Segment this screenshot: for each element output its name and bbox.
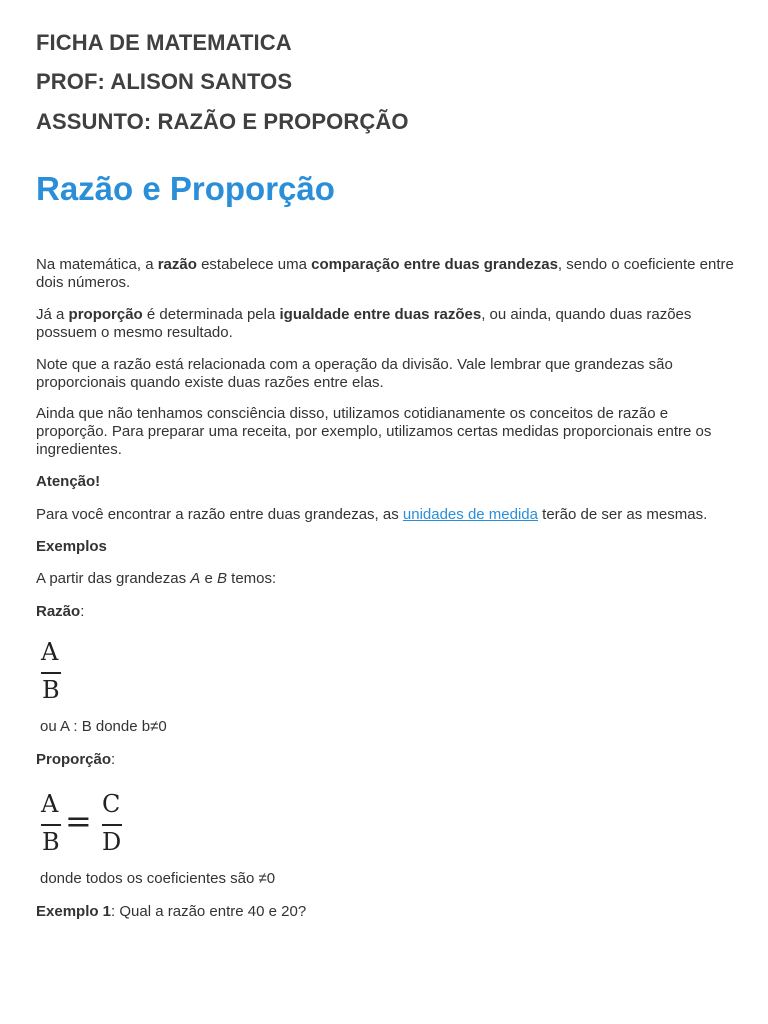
paragraph-razao: Na matemática, a razão estabelece uma comparação entre duas grandezas, sendo o coeficiente entre dois números. bbox=[36, 256, 734, 291]
fraction-bar bbox=[41, 672, 61, 674]
paragraph-grandezas: A partir das grandezas A e B temos: bbox=[36, 570, 277, 587]
proportion-n2: C bbox=[102, 790, 121, 818]
ratio-formula bbox=[39, 638, 69, 704]
proportion-d1: B bbox=[42, 828, 60, 856]
proportion-d2: D bbox=[102, 828, 122, 856]
equals-sign: = bbox=[65, 802, 92, 840]
paragraph-units: Para você encontrar a razão entre duas grandezas, as unidades de medida terão de ser as mesmas. bbox=[36, 506, 708, 523]
units-link[interactable]: unidades de medida bbox=[402, 506, 538, 523]
paragraph-proporcao: Já a proporção é determinada pela igualdade entre duas razões, ou ainda, quando duas razões possuem o mesmo resultado. bbox=[36, 306, 692, 341]
proportion-right-fraction bbox=[100, 790, 130, 856]
fraction-bar bbox=[41, 824, 61, 826]
proporcao-label: Proporção: bbox=[36, 751, 116, 768]
paragraph-division: Note que a razão está relacionada com a operação da divisão. Vale lembrar que grandezas são proporcionais quando existe duas razões entre elas. bbox=[36, 356, 673, 391]
paragraph-everyday: Ainda que não tenhamos consciência disso, utilizamos cotidianamente os conceitos de razão e proporção. Para preparar uma receita, por exemplo, utilizamos certas medidas proporcionais entre os ingredientes. bbox=[36, 405, 712, 458]
worksheet-title: FICHA DE MATEMATICA bbox=[36, 30, 292, 55]
ratio-note: ou A : B donde b≠0 bbox=[40, 718, 167, 735]
examples-heading: Exemplos bbox=[36, 538, 107, 555]
page-title: Razão e Proporção bbox=[36, 170, 335, 207]
ratio-denominator: B bbox=[42, 676, 60, 704]
ratio-numerator: A bbox=[41, 638, 59, 666]
subject-line: ASSUNTO: RAZÃO E PROPORÇÃO bbox=[36, 109, 409, 134]
proportion-note: donde todos os coeficientes são ≠0 bbox=[40, 870, 276, 887]
attention-heading: Atenção! bbox=[36, 473, 101, 490]
example-1: Exemplo 1: Qual a razão entre 40 e 20? bbox=[36, 903, 307, 920]
proportion-n1: A bbox=[41, 790, 59, 818]
teacher-name: PROF: ALISON SANTOS bbox=[36, 69, 293, 94]
fraction-bar bbox=[102, 824, 122, 826]
razao-label: Razão: bbox=[36, 603, 85, 620]
